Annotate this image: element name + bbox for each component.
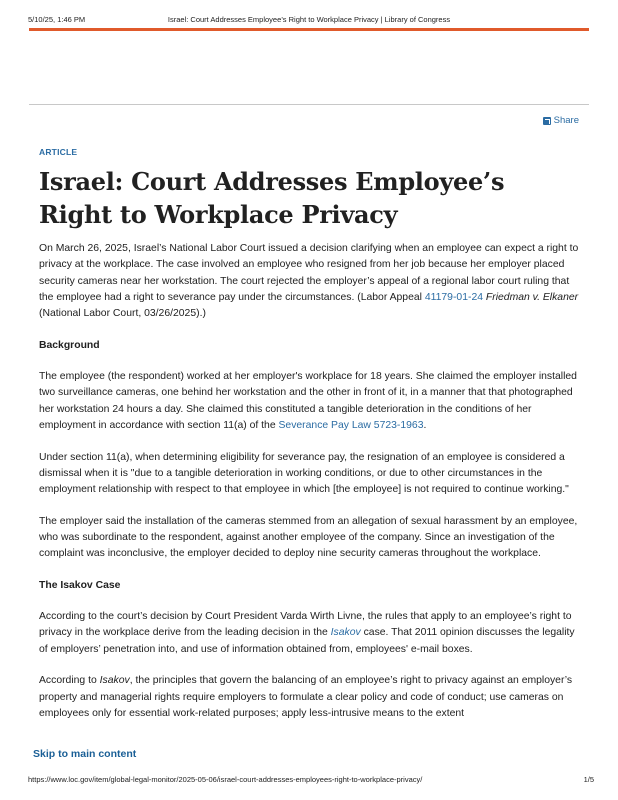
isakov-paragraph-1: According to the court’s decision by Court President Varda Wirth Livne, the rules that apply to an employee’s right to privacy in the workplace derive from the leading decision in the Isakov case. That 2011 opinion discusses the legality of employers’ penetration into, and use of information obtained from, employees' e-mail boxes. — [39, 611, 575, 655]
section-heading-background: Background — [39, 339, 100, 351]
article-kicker: ARTICLE — [39, 147, 78, 157]
article-title: Israel: Court Addresses Employee’s Right to Workplace Privacy — [39, 167, 505, 230]
article-body — [39, 144, 579, 737]
share-icon — [543, 117, 551, 125]
share-button[interactable] — [543, 115, 579, 126]
section-heading-isakov: The Isakov Case — [39, 579, 121, 591]
case-name: Friedman v. Elkaner — [485, 291, 579, 303]
labor-appeal-link[interactable]: 41179-01-24 — [424, 291, 484, 303]
page-number: 1/5 — [583, 775, 594, 784]
background-paragraph-1: The employee (the respondent) worked at her employer's workplace for 18 years. She claimed the employer installed two surveillance cameras, one behind her workstation and the other in front of it, in a manner that that photographed her workstation 24 hours a day. She claimed this constituted a tangible deterioration in the conditions of her employment in accordance with section 11(a) of the Severance Pay Law 5723-1963. — [39, 371, 577, 431]
isakov-paragraph-2: According to Isakov, the principles that govern the balancing of an employee’s right to privacy against an employer’s property and managerial rights require employers to formulate a clear policy and code of conduct; use cameras on employees only for essential work-related purposes; apply less-intrusive means to the extent — [39, 675, 573, 719]
print-header — [0, 0, 618, 24]
background-paragraph-3: The employer said the installation of the cameras stemmed from an allegation of sexual harassment by an employee, who was subordinate to the respondent, against another employee of the company. Since an investigation of the complaint was inconclusive, the employer decided to deploy nine security cameras throughout the workplace. — [39, 515, 578, 560]
header-accent-rule — [29, 28, 589, 31]
print-page-title: Israel: Court Addresses Employee’s Right to Workplace Privacy | Library of Congress — [167, 15, 451, 24]
skip-to-main-content-link[interactable]: Skip to main content — [33, 748, 137, 760]
severance-pay-law-link[interactable]: Severance Pay Law 5723-1963 — [278, 419, 424, 431]
intro-paragraph: On March 26, 2025, Israel’s National Labor Court issued a decision clarifying when an employee can expect a right to privacy at the workplace. The case involved an employee who resigned from her job because her employer placed security cameras near her workstation. The court rejected the employer’s appeal of a regional labor court ruling that the employee had a right to severance pay under the circumstances. (Labor Appeal 41179-01-24 Friedman v. Elkaner (National Labor Court, 03/26/2025).) — [39, 243, 579, 320]
print-date: 5/10/25, 1:46 PM — [28, 15, 86, 24]
background-paragraph-2: Under section 11(a), when determining eligibility for severance pay, the resignation of an employee is considered a dismissal when it is "due to a tangible deterioration in working conditions, or due to other circumstances in the employment relationship with respect to that employee in which [the employee] is not required to continue working." — [39, 451, 569, 495]
print-url: https://www.loc.gov/item/global-legal-monitor/2025-05-06/israel-court-addresses-employees-right-to-workplace-privacy/ — [28, 775, 423, 784]
isakov-link[interactable]: Isakov — [330, 627, 361, 639]
header-divider — [29, 104, 589, 105]
share-label: Share — [553, 115, 579, 126]
